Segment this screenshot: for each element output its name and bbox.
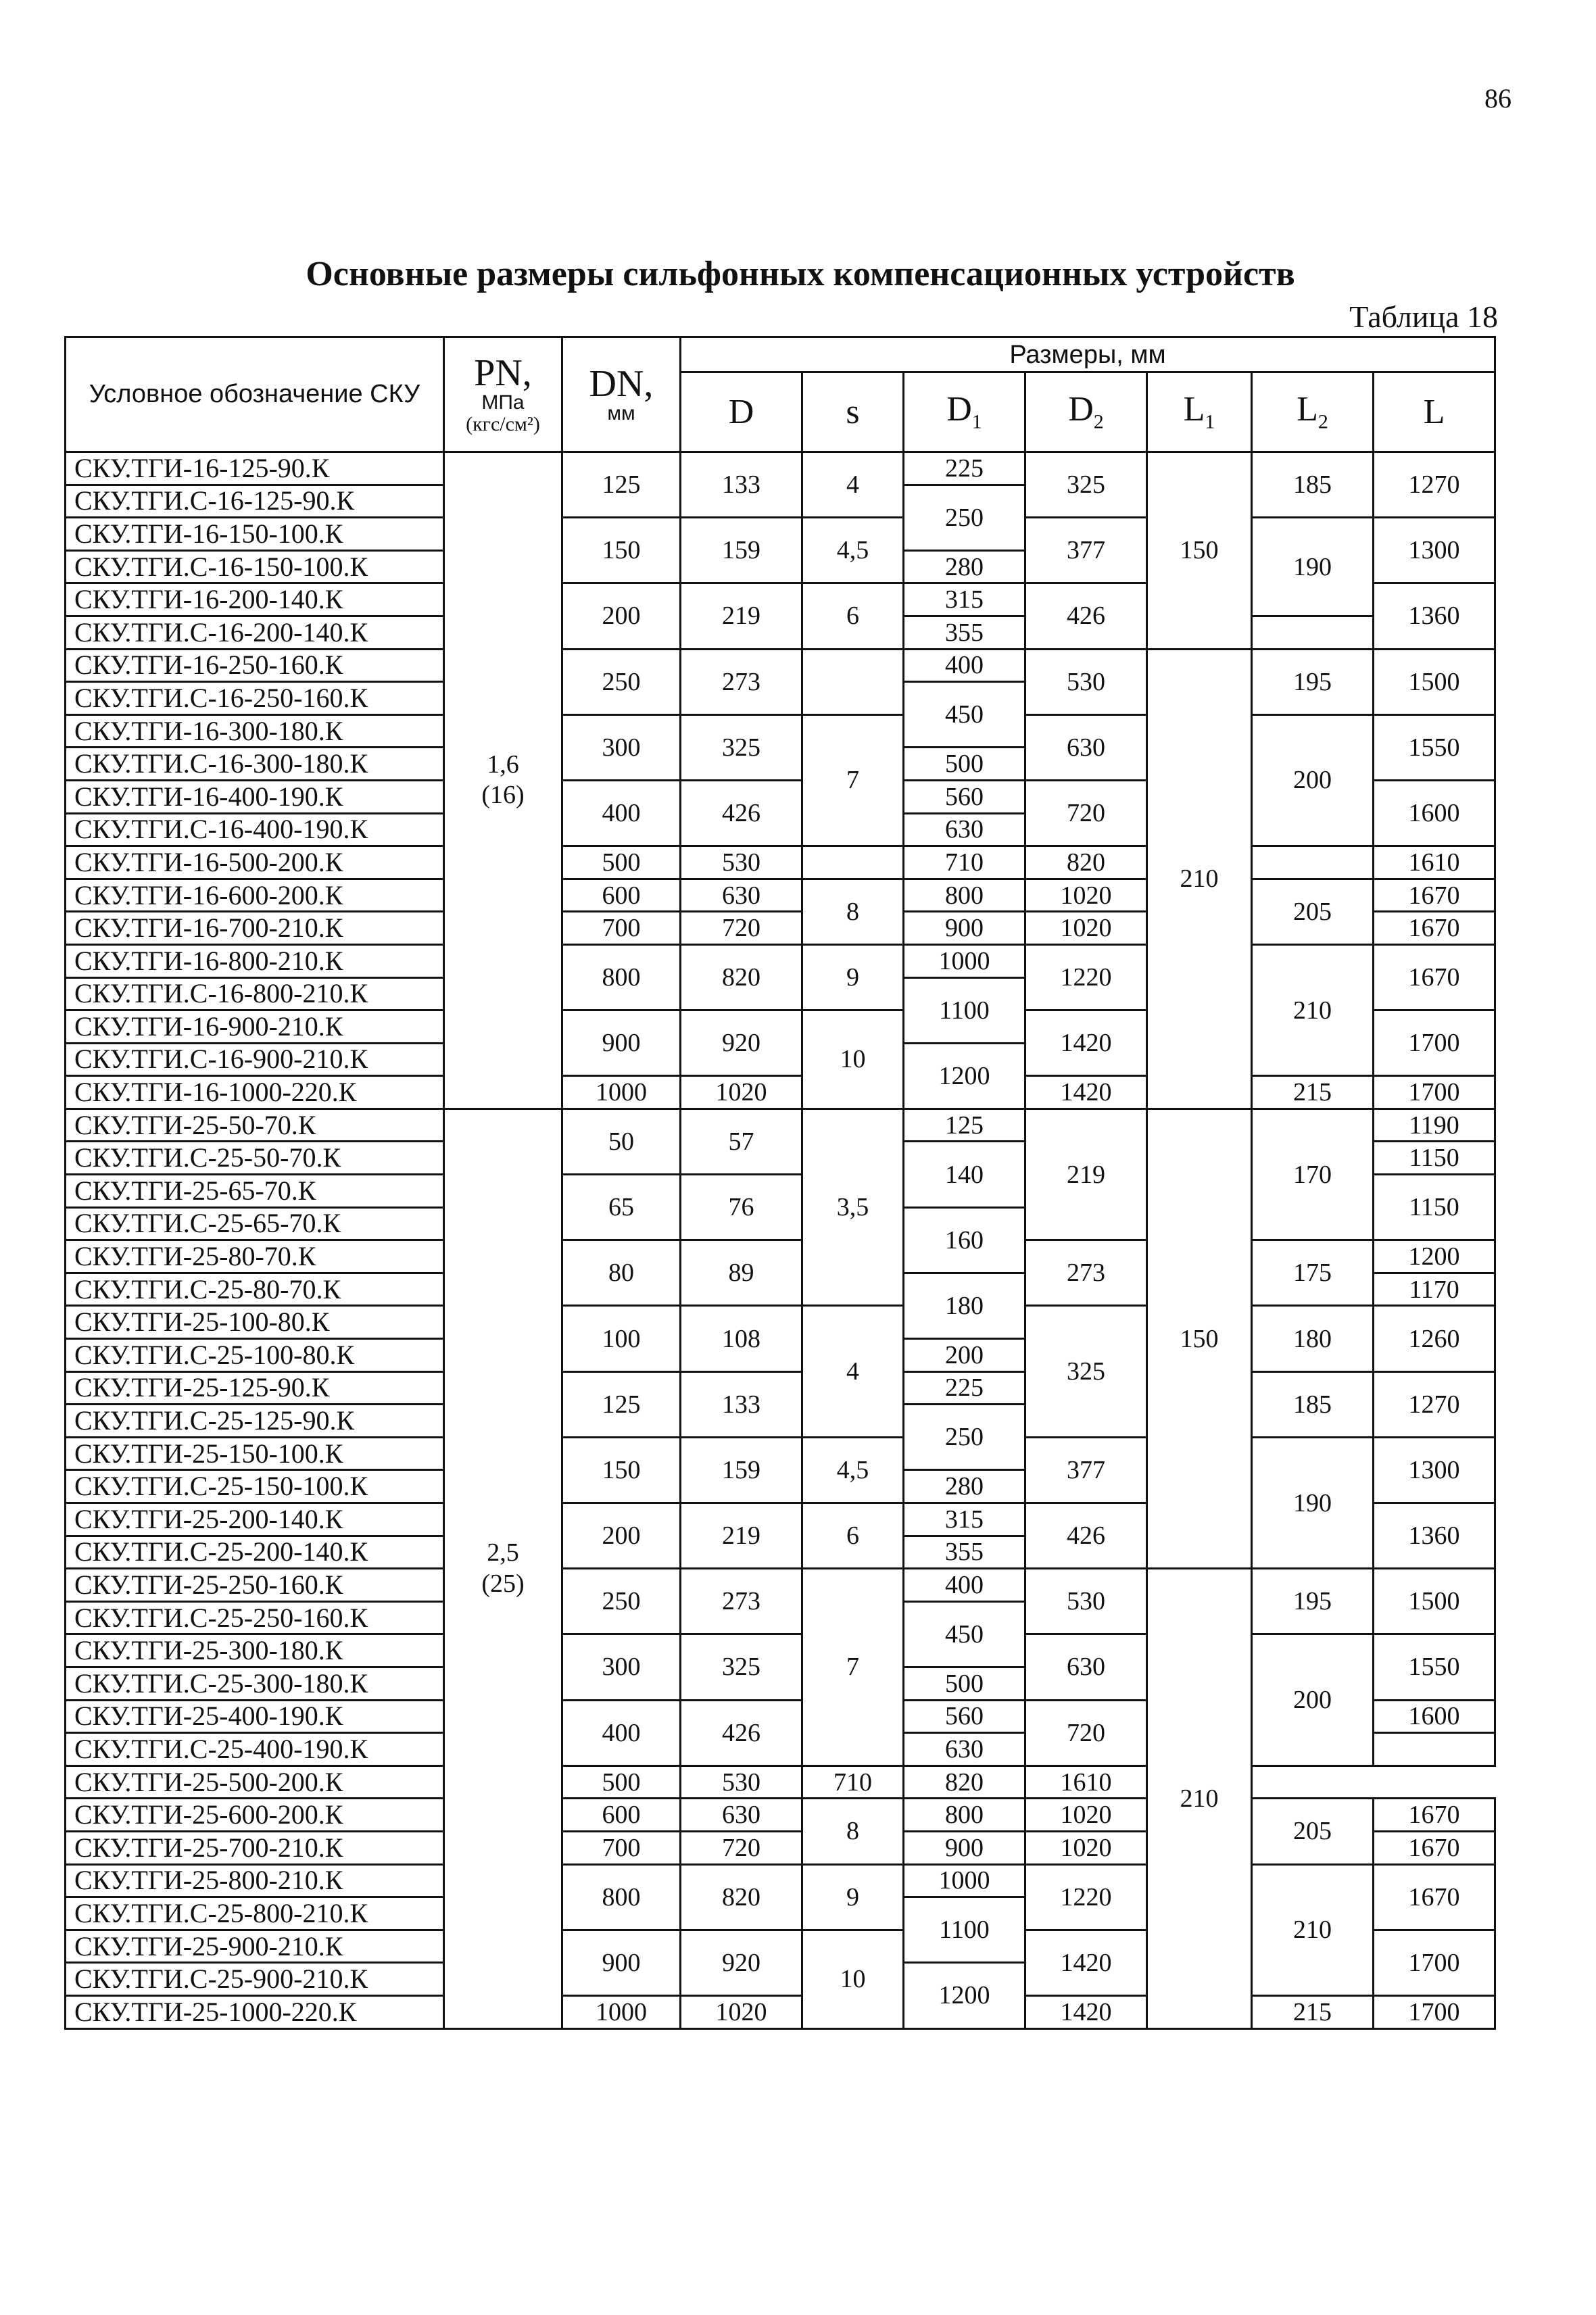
l-cell: 1670 <box>1374 912 1495 945</box>
row-name: СКУ.ТГИ.С-25-400-190.К <box>66 1733 444 1766</box>
dn-cell: 900 <box>562 1930 681 1995</box>
header-col-D1-letter: D <box>946 389 972 429</box>
l-cell: 1360 <box>1374 1503 1495 1569</box>
d-cell: 630 <box>681 879 802 912</box>
s-cell: 4 <box>802 1306 904 1437</box>
s-cell: 4,5 <box>802 1437 904 1503</box>
s-cell: 3,5 <box>802 1108 904 1306</box>
row-name: СКУ.ТГИ.С-16-300-180.К <box>66 748 444 781</box>
l-cell: 1670 <box>1374 1799 1495 1832</box>
header-col-s: s <box>802 372 904 452</box>
d1-cell: 710 <box>904 846 1025 879</box>
row-name: СКУ.ТГИ.С-16-150-100.К <box>66 550 444 583</box>
row-name: СКУ.ТГИ.С-25-100-80.К <box>66 1339 444 1372</box>
header-dn-label: DN, <box>589 362 654 405</box>
row-name: СКУ.ТГИ.С-25-80-70.К <box>66 1273 444 1306</box>
header-dims-group: Размеры, мм <box>681 337 1495 372</box>
l-cell: 1700 <box>1374 1930 1495 1995</box>
d2-cell: 630 <box>1025 1634 1147 1700</box>
l-cell-empty <box>1374 1733 1495 1766</box>
l2-cell: 200 <box>1252 714 1374 846</box>
header-col-D: D <box>681 372 802 452</box>
d2-cell: 1220 <box>1025 1864 1147 1930</box>
l-cell: 1170 <box>1374 1273 1495 1306</box>
dn-cell: 500 <box>562 846 681 879</box>
row-name: СКУ.ТГИ.С-16-400-190.К <box>66 813 444 846</box>
row-name: СКУ.ТГИ.С-25-300-180.К <box>66 1667 444 1700</box>
d1-cell: 500 <box>904 748 1025 781</box>
dn-cell: 500 <box>562 1765 681 1799</box>
d1-cell: 630 <box>904 813 1025 846</box>
d1-cell: 280 <box>904 550 1025 583</box>
row-name: СКУ.ТГИ-16-200-140.К <box>66 583 444 616</box>
d2-cell: 530 <box>1025 1569 1147 1634</box>
row-name: СКУ.ТГИ.С-16-900-210.К <box>66 1043 444 1076</box>
dn-cell: 700 <box>562 1831 681 1864</box>
l-cell: 1670 <box>1374 879 1495 912</box>
l1-cell: 150 <box>1147 1108 1252 1568</box>
s-cell-empty <box>802 649 904 714</box>
d-cell: 720 <box>681 1831 802 1864</box>
d-cell: 273 <box>681 1569 802 1634</box>
dn-cell: 100 <box>562 1306 681 1371</box>
d1-cell: 1000 <box>904 944 1025 977</box>
row-name: СКУ.ТГИ-25-600-200.К <box>66 1799 444 1832</box>
d-cell: 133 <box>681 452 802 518</box>
d1-cell: 400 <box>904 1569 1025 1602</box>
row-name: СКУ.ТГИ.С-16-800-210.К <box>66 977 444 1010</box>
s-cell: 7 <box>802 1569 904 1766</box>
dn-cell: 600 <box>562 879 681 912</box>
d-cell: 920 <box>681 1930 802 1995</box>
d1-cell: 400 <box>904 649 1025 682</box>
s-cell: 6 <box>802 1503 904 1569</box>
l2-cell: 190 <box>1252 518 1374 616</box>
dn-cell: 150 <box>562 518 681 583</box>
row-name: СКУ.ТГИ-16-800-210.К <box>66 944 444 977</box>
l-cell: 1190 <box>1374 1108 1495 1142</box>
l-cell: 1150 <box>1374 1175 1495 1240</box>
row-name: СКУ.ТГИ.С-25-50-70.К <box>66 1142 444 1175</box>
d2-cell: 1220 <box>1025 944 1147 1010</box>
d1-cell: 1100 <box>904 977 1025 1043</box>
d2-cell: 426 <box>1025 1503 1147 1569</box>
s-cell: 6 <box>802 583 904 649</box>
row-name: СКУ.ТГИ.С-25-800-210.К <box>66 1897 444 1930</box>
row-name: СКУ.ТГИ-16-250-160.К <box>66 649 444 682</box>
s-cell: 10 <box>802 1930 904 2028</box>
d2-cell: 1420 <box>1025 1995 1147 2028</box>
d-cell: 1020 <box>681 1076 802 1109</box>
l-cell: 1260 <box>1374 1306 1495 1371</box>
dn-cell: 65 <box>562 1175 681 1240</box>
row-name: СКУ.ТГИ-25-800-210.К <box>66 1864 444 1897</box>
row-name: СКУ.ТГИ.С-25-250-160.К <box>66 1601 444 1634</box>
d2-cell: 325 <box>1025 452 1147 518</box>
d1-cell: 280 <box>904 1470 1025 1503</box>
dn-cell: 900 <box>562 1010 681 1076</box>
row-name: СКУ.ТГИ.С-25-65-70.К <box>66 1207 444 1240</box>
row-name: СКУ.ТГИ-25-900-210.К <box>66 1930 444 1963</box>
l2-cell: 215 <box>1252 1995 1374 2028</box>
d1-cell: 225 <box>904 1371 1025 1405</box>
header-col-L1 <box>1147 372 1252 452</box>
d2-cell: 1020 <box>1025 912 1147 945</box>
l2-cell: 185 <box>1252 452 1374 518</box>
d-cell: 57 <box>681 1108 802 1174</box>
dn-cell: 125 <box>562 1371 681 1437</box>
d1-cell: 1000 <box>904 1864 1025 1897</box>
d1-cell: 710 <box>802 1765 904 1799</box>
d2-cell: 1420 <box>1025 1010 1147 1076</box>
row-name: СКУ.ТГИ-16-1000-220.К <box>66 1076 444 1109</box>
header-col-D1-sub: 1 <box>971 410 982 433</box>
l-cell: 1700 <box>1374 1010 1495 1076</box>
header-pn <box>444 337 562 452</box>
header-col-D2-letter: D <box>1068 389 1094 429</box>
dn-cell: 300 <box>562 714 681 780</box>
header-designation: Условное обозначение СКУ <box>66 337 444 452</box>
row-name: СКУ.ТГИ-25-125-90.К <box>66 1371 444 1405</box>
header-pn-unit2: (кгс/см²) <box>466 412 540 435</box>
l2-cell: 210 <box>1252 1864 1374 1995</box>
d1-cell: 315 <box>904 583 1025 616</box>
l2-cell: 205 <box>1252 1799 1374 1864</box>
l1-cell: 210 <box>1147 1569 1252 2028</box>
d2-cell: 530 <box>1025 649 1147 714</box>
table-label: Таблица 18 <box>1349 299 1498 334</box>
d2-cell: 1420 <box>1025 1076 1147 1109</box>
l-cell: 1200 <box>1374 1240 1495 1273</box>
header-col-L1-sub: 1 <box>1205 410 1215 433</box>
l1-cell: 210 <box>1147 649 1252 1108</box>
header-dn <box>562 337 681 452</box>
dn-cell: 1000 <box>562 1995 681 2028</box>
d1-cell: 1200 <box>904 1043 1025 1108</box>
header-pn-label: PN, <box>474 352 532 394</box>
header-dn-unit: мм <box>607 401 635 424</box>
l2-cell: 200 <box>1252 1634 1374 1765</box>
page-number: 86 <box>1484 83 1512 114</box>
l-cell: 1610 <box>1374 846 1495 879</box>
l2-cell-empty <box>1252 846 1374 879</box>
document-title: Основные размеры сильфонных компенсационных устройств <box>306 255 1295 293</box>
l2-cell: 195 <box>1252 1569 1374 1634</box>
s-cell: 9 <box>802 1864 904 1930</box>
row-name: СКУ.ТГИ-25-300-180.К <box>66 1634 444 1667</box>
dimensions-table-wrapper <box>64 336 1496 2030</box>
l2-cell: 175 <box>1252 1240 1374 1306</box>
d-cell: 159 <box>681 1437 802 1503</box>
row-name: СКУ.ТГИ.С-25-900-210.К <box>66 1963 444 1996</box>
dn-cell: 200 <box>562 1503 681 1569</box>
row-name: СКУ.ТГИ-25-250-160.К <box>66 1569 444 1602</box>
header-col-L1-letter: L <box>1183 389 1205 429</box>
d2-cell: 1020 <box>1025 879 1147 912</box>
d2-cell: 273 <box>1025 1240 1147 1306</box>
dn-cell: 800 <box>562 944 681 1010</box>
d-cell: 920 <box>681 1010 802 1076</box>
row-name: СКУ.ТГИ.С-25-150-100.К <box>66 1470 444 1503</box>
l-cell: 1270 <box>1374 452 1495 518</box>
d1-cell: 630 <box>904 1733 1025 1766</box>
d-cell: 133 <box>681 1371 802 1437</box>
l-cell: 1670 <box>1374 944 1495 1010</box>
d-cell: 530 <box>681 846 802 879</box>
d2-cell: 820 <box>904 1765 1025 1799</box>
l-cell: 1550 <box>1374 1634 1495 1700</box>
header-col-D2-sub: 2 <box>1093 410 1104 433</box>
s-cell: 4 <box>802 452 904 518</box>
d1-cell: 1100 <box>904 1897 1025 1963</box>
l2-cell: 205 <box>1252 879 1374 944</box>
d1-cell: 180 <box>904 1273 1025 1338</box>
dn-cell: 400 <box>562 780 681 846</box>
d1-cell: 560 <box>904 1700 1025 1733</box>
s-cell-empty <box>802 846 904 879</box>
d-cell: 76 <box>681 1175 802 1240</box>
d2-cell: 377 <box>1025 518 1147 583</box>
d1-cell: 140 <box>904 1142 1025 1207</box>
dn-cell: 80 <box>562 1240 681 1306</box>
d-cell: 720 <box>681 912 802 945</box>
d-cell: 89 <box>681 1240 802 1306</box>
dn-cell: 1000 <box>562 1076 681 1109</box>
dimensions-table <box>64 336 1496 2030</box>
l-cell: 1300 <box>1374 518 1495 583</box>
l-cell: 1150 <box>1374 1142 1495 1175</box>
d-cell: 325 <box>681 1634 802 1700</box>
header-col-L2-sub: 2 <box>1317 410 1328 433</box>
dn-cell: 250 <box>562 1569 681 1634</box>
row-name: СКУ.ТГИ-25-50-70.К <box>66 1108 444 1142</box>
pn-cell: 1,6 (16) <box>444 452 562 1109</box>
d1-cell: 450 <box>904 1601 1025 1667</box>
l1-cell: 150 <box>1147 452 1252 650</box>
row-name: СКУ.ТГИ-16-150-100.К <box>66 518 444 551</box>
dn-cell: 400 <box>562 1700 681 1765</box>
row-name: СКУ.ТГИ.С-16-200-140.К <box>66 616 444 649</box>
s-cell: 4,5 <box>802 518 904 583</box>
d2-cell: 1020 <box>1025 1799 1147 1832</box>
row-name: СКУ.ТГИ-16-900-210.К <box>66 1010 444 1044</box>
d-cell: 820 <box>681 1864 802 1930</box>
d2-cell: 1420 <box>1025 1930 1147 1995</box>
l2-cell: 180 <box>1252 1306 1374 1371</box>
s-cell: 7 <box>802 714 904 846</box>
d1-cell: 900 <box>904 1831 1025 1864</box>
row-name: СКУ.ТГИ-25-200-140.К <box>66 1503 444 1536</box>
dn-cell: 200 <box>562 583 681 649</box>
d1-cell: 225 <box>904 452 1025 485</box>
d1-cell: 450 <box>904 682 1025 748</box>
dn-cell: 800 <box>562 1864 681 1930</box>
l-cell: 1700 <box>1374 1995 1495 2028</box>
d-cell: 426 <box>681 780 802 846</box>
s-cell: 8 <box>802 1799 904 1864</box>
dn-cell: 150 <box>562 1437 681 1503</box>
d-cell: 273 <box>681 649 802 714</box>
l-cell: 1670 <box>1374 1864 1495 1930</box>
l2-cell: 190 <box>1252 1437 1374 1568</box>
row-name: СКУ.ТГИ-16-500-200.К <box>66 846 444 879</box>
l-cell: 1500 <box>1374 1569 1495 1634</box>
d-cell: 159 <box>681 518 802 583</box>
l-cell: 1610 <box>1025 1765 1147 1799</box>
s-cell: 10 <box>802 1010 904 1109</box>
row-name: СКУ.ТГИ.С-25-125-90.К <box>66 1405 444 1438</box>
row-name: СКУ.ТГИ.С-16-250-160.К <box>66 682 444 715</box>
header-col-D2 <box>1025 372 1147 452</box>
header-col-L2-letter: L <box>1297 389 1318 429</box>
d-cell: 1020 <box>681 1995 802 2028</box>
l-cell: 1600 <box>1374 1700 1495 1733</box>
d2-cell: 219 <box>1025 1108 1147 1240</box>
d1-cell: 200 <box>904 1339 1025 1372</box>
row-name: СКУ.ТГИ-25-65-70.К <box>66 1175 444 1208</box>
s-cell: 9 <box>802 944 904 1010</box>
d1-cell: 125 <box>904 1108 1025 1142</box>
row-name: СКУ.ТГИ-25-700-210.К <box>66 1831 444 1864</box>
header-col-L2 <box>1252 372 1374 452</box>
s-cell: 8 <box>802 879 904 944</box>
l-cell: 1670 <box>1374 1831 1495 1864</box>
l-cell: 1360 <box>1374 583 1495 649</box>
row-name: СКУ.ТГИ-16-125-90.К <box>66 452 444 485</box>
d-cell: 219 <box>681 583 802 649</box>
l2-cell: 195 <box>1252 649 1374 714</box>
d1-cell: 800 <box>904 1799 1025 1832</box>
d1-cell: 800 <box>904 879 1025 912</box>
d2-cell: 820 <box>1025 846 1147 879</box>
d2-cell: 426 <box>1025 583 1147 649</box>
d1-cell: 1200 <box>904 1963 1025 2028</box>
row-name: СКУ.ТГИ-16-600-200.К <box>66 879 444 912</box>
d1-cell: 250 <box>904 485 1025 550</box>
row-name: СКУ.ТГИ-25-150-100.К <box>66 1437 444 1470</box>
l-cell: 1500 <box>1374 649 1495 714</box>
d1-cell: 500 <box>904 1667 1025 1700</box>
d1-cell: 315 <box>904 1503 1025 1536</box>
d-cell: 630 <box>681 1799 802 1832</box>
row-name: СКУ.ТГИ-25-80-70.К <box>66 1240 444 1273</box>
d1-cell: 355 <box>904 1536 1025 1569</box>
row-name: СКУ.ТГИ-25-500-200.К <box>66 1765 444 1799</box>
header-col-D1 <box>904 372 1025 452</box>
l2-cell: 185 <box>1252 1371 1374 1437</box>
pn-cell: 2,5 (25) <box>444 1108 562 2028</box>
d2-cell: 1020 <box>1025 1831 1147 1864</box>
d-cell: 219 <box>681 1503 802 1569</box>
l-cell: 1700 <box>1374 1076 1495 1109</box>
dn-cell: 700 <box>562 912 681 945</box>
row-name: СКУ.ТГИ-25-100-80.К <box>66 1306 444 1339</box>
row-name: СКУ.ТГИ-16-300-180.К <box>66 714 444 748</box>
dn-cell: 50 <box>562 1108 681 1174</box>
d2-cell: 720 <box>1025 780 1147 846</box>
d-cell: 325 <box>681 714 802 780</box>
header-col-L: L <box>1374 372 1495 452</box>
d-cell: 108 <box>681 1306 802 1371</box>
d1-cell: 560 <box>904 780 1025 813</box>
l-cell: 1270 <box>1374 1371 1495 1437</box>
dn-cell: 300 <box>562 1634 681 1700</box>
d-cell: 820 <box>681 944 802 1010</box>
d-cell: 426 <box>681 1700 802 1765</box>
d1-cell: 250 <box>904 1405 1025 1470</box>
dn-cell: 250 <box>562 649 681 714</box>
l-cell: 1550 <box>1374 714 1495 780</box>
row-name: СКУ.ТГИ.С-16-125-90.К <box>66 485 444 518</box>
d1-cell: 900 <box>904 912 1025 945</box>
d2-cell: 720 <box>1025 1700 1147 1765</box>
dn-cell: 125 <box>562 452 681 518</box>
d1-cell: 355 <box>904 616 1025 649</box>
d1-cell: 160 <box>904 1207 1025 1273</box>
row-name: СКУ.ТГИ-25-1000-220.К <box>66 1995 444 2028</box>
dn-cell: 600 <box>562 1799 681 1832</box>
row-name: СКУ.ТГИ.С-25-200-140.К <box>66 1536 444 1569</box>
d2-cell: 325 <box>1025 1306 1147 1437</box>
l2-cell: 215 <box>1252 1076 1374 1109</box>
l-cell: 1600 <box>1374 780 1495 846</box>
header-pn-unit: МПа <box>481 391 525 414</box>
row-name: СКУ.ТГИ-16-700-210.К <box>66 912 444 945</box>
d2-cell: 630 <box>1025 714 1147 780</box>
d-cell: 530 <box>681 1765 802 1799</box>
row-name: СКУ.ТГИ-16-400-190.К <box>66 780 444 813</box>
l2-cell: 170 <box>1252 1108 1374 1240</box>
l2-cell: 210 <box>1252 944 1374 1075</box>
l-cell: 1300 <box>1374 1437 1495 1503</box>
d2-cell: 377 <box>1025 1437 1147 1503</box>
row-name: СКУ.ТГИ-25-400-190.К <box>66 1700 444 1733</box>
